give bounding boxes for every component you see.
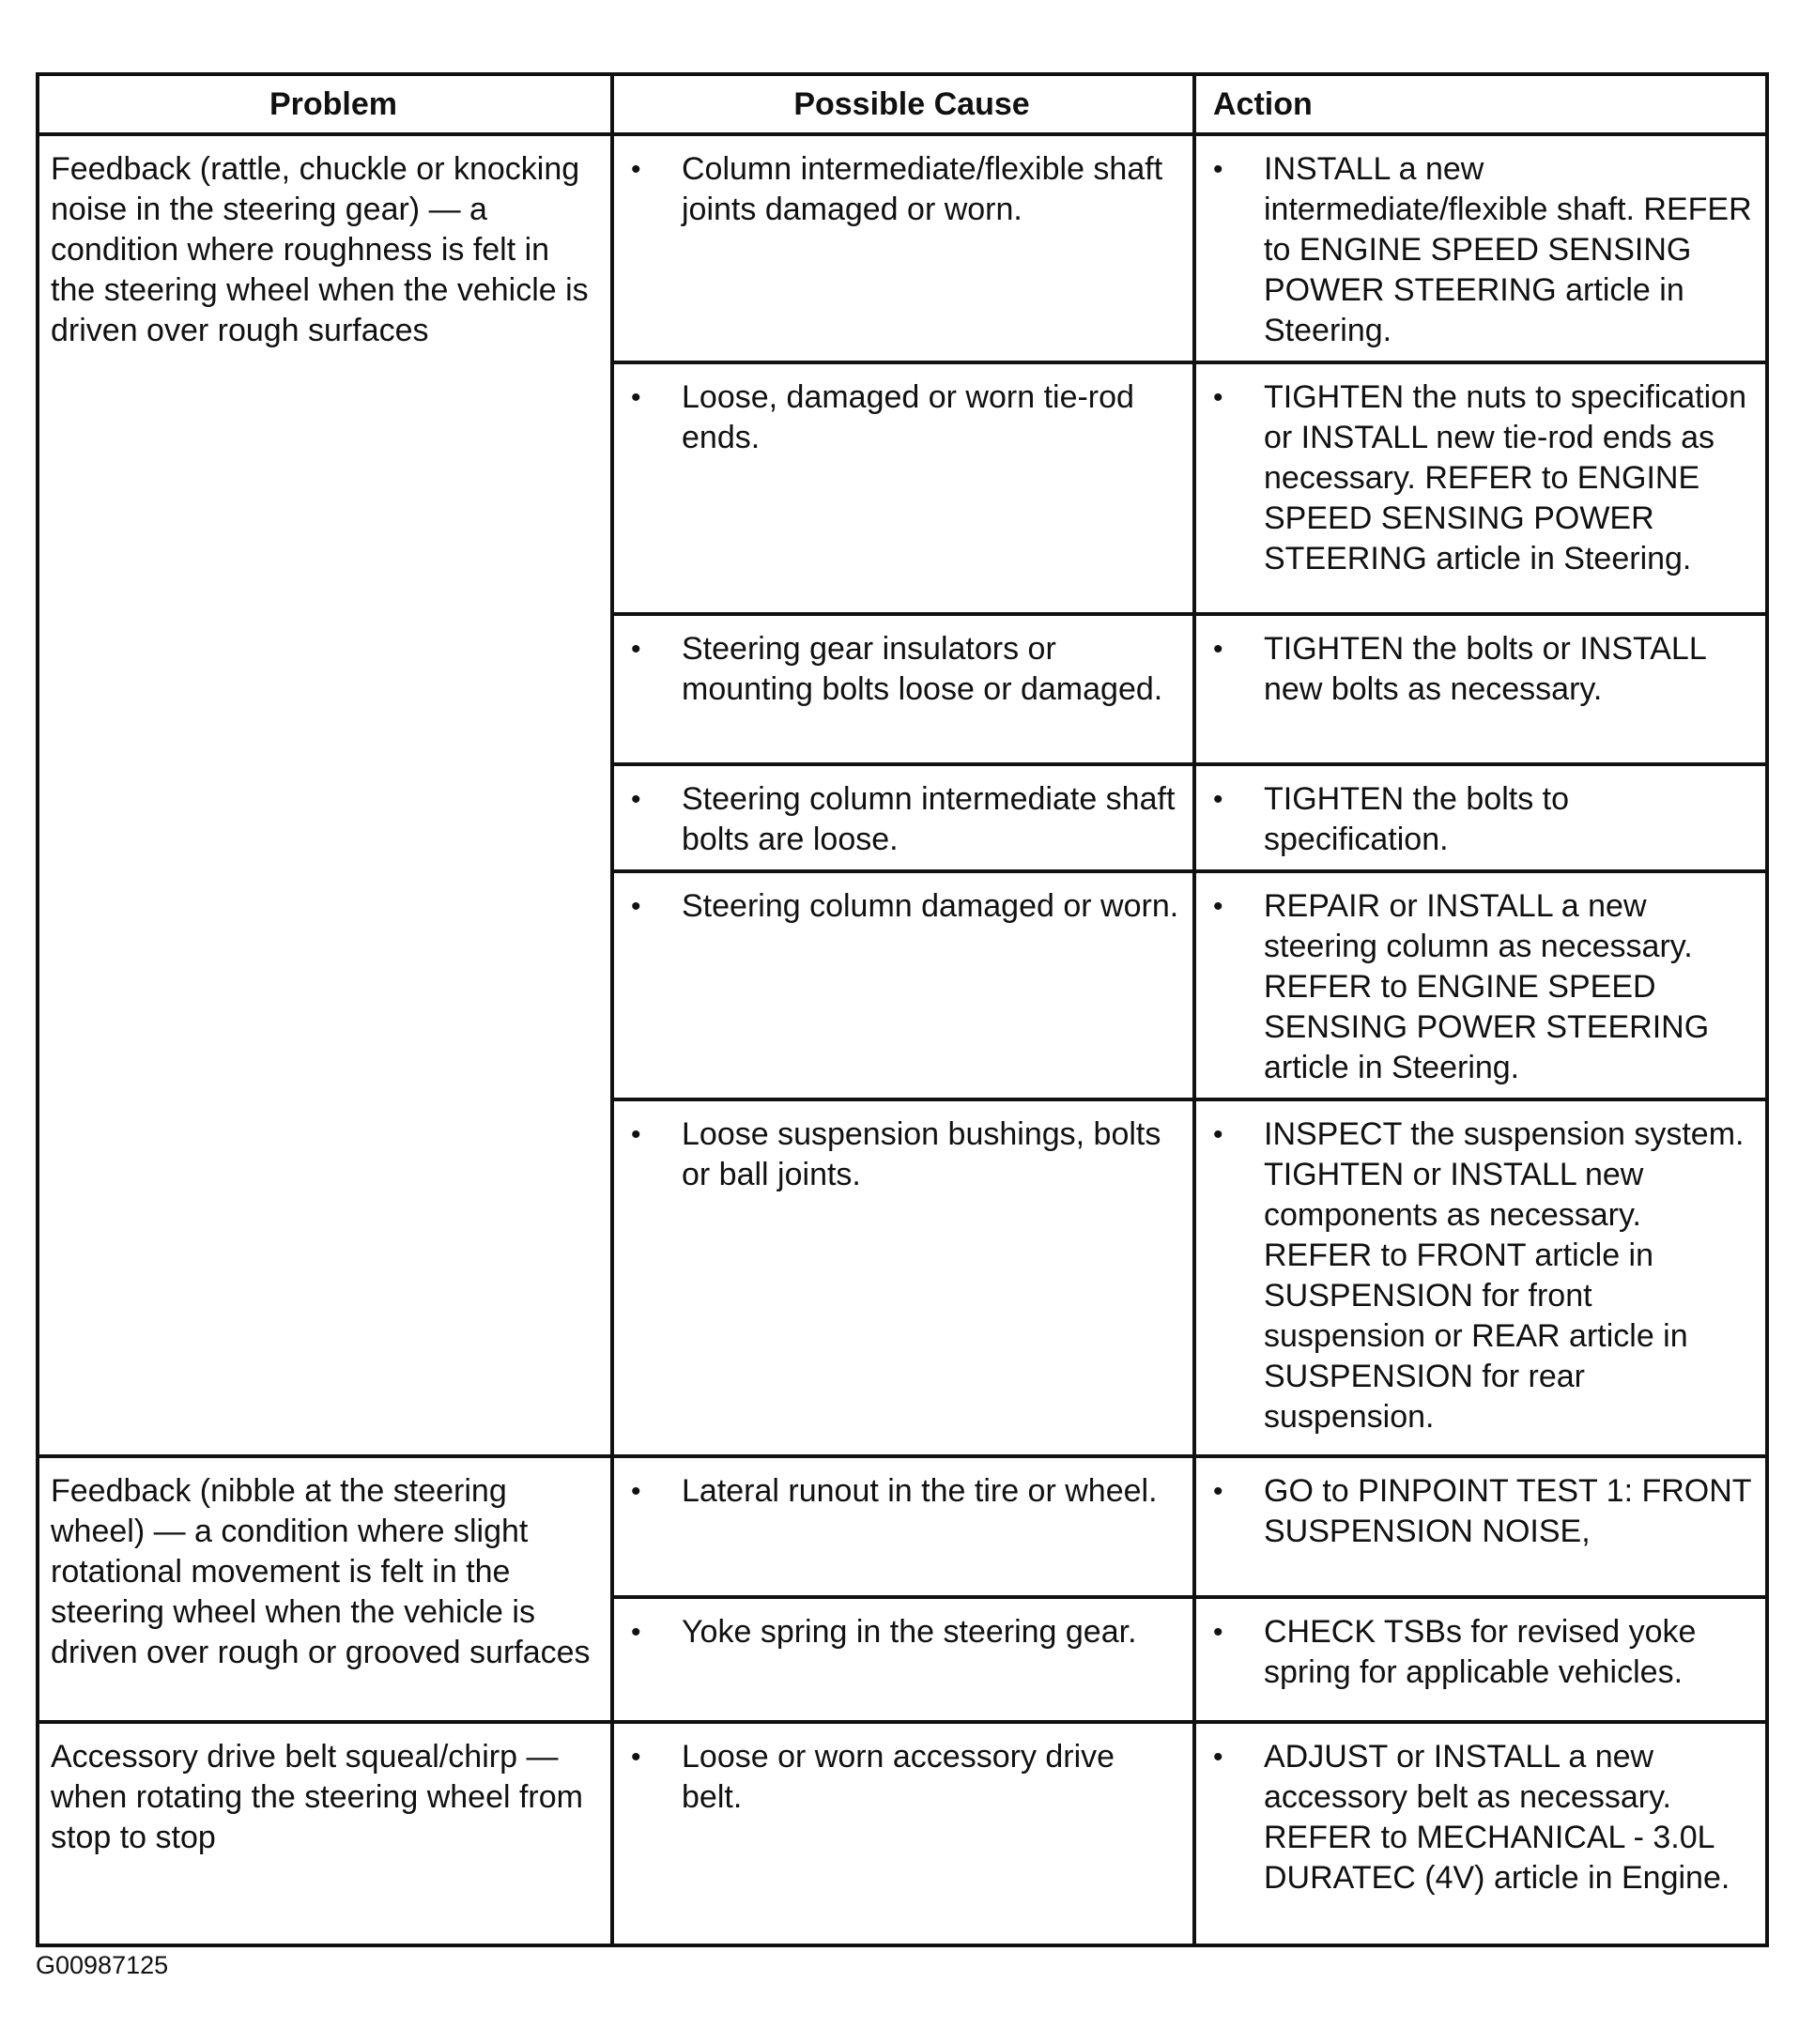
cause-cell [612, 764, 1194, 871]
action-cell [1194, 871, 1767, 1099]
bullet-icon: • [631, 1119, 641, 1150]
cause-cell [612, 614, 1194, 764]
header-problem: Problem [38, 74, 612, 134]
cause-cell [612, 871, 1194, 1099]
action-cell [1194, 614, 1767, 764]
bullet-icon: • [631, 1742, 641, 1773]
table-row [38, 1456, 1767, 1597]
table-row [38, 1722, 1767, 1945]
cause-cell [612, 1722, 1194, 1945]
bullet-icon: • [1213, 1617, 1223, 1648]
cause-text: Steering gear insulators or mounting bolts loose or damaged. [682, 631, 1163, 707]
cause-text: Steering column damaged or worn. [682, 888, 1179, 924]
cause-cell [612, 1456, 1194, 1597]
bullet-icon: • [1213, 784, 1223, 815]
bullet-icon: • [1213, 634, 1223, 665]
bullet-icon: • [631, 634, 641, 665]
action-text: REPAIR or INSTALL a new steering column as necessary. REFER to ENGINE SPEED SENSING POWER STEERING article in Steering. [1264, 888, 1710, 1085]
header-row [38, 74, 1767, 134]
table-row [38, 134, 1767, 362]
bullet-icon: • [631, 1617, 641, 1648]
cause-text: Lateral runout in the tire or wheel. [682, 1473, 1158, 1509]
bullet-icon: • [631, 1476, 641, 1507]
action-text: INSPECT the suspension system. TIGHTEN or INSTALL new components as necessary. REFER to FRONT article in SUSPENSION for front suspension or REAR article in SUSPENSION for rear suspension. [1264, 1116, 1745, 1435]
action-cell [1194, 764, 1767, 871]
cause-text: Loose suspension bushings, bolts or ball joints. [682, 1116, 1161, 1192]
diagnosis-table [36, 72, 1769, 1947]
action-cell [1194, 1099, 1767, 1456]
figure-id: G00987125 [36, 1951, 169, 1979]
cause-cell [612, 1099, 1194, 1456]
action-text: TIGHTEN the bolts or INSTALL new bolts as necessary. [1264, 631, 1706, 707]
bullet-icon: • [1213, 1476, 1223, 1507]
action-cell [1194, 1722, 1767, 1945]
cause-cell [612, 362, 1194, 614]
problem-cell: Accessory drive belt squeal/chirp — when rotating the steering wheel from stop to stop [38, 1722, 612, 1945]
bullet-icon: • [631, 891, 641, 922]
action-cell [1194, 362, 1767, 614]
cause-text: Yoke spring in the steering gear. [682, 1614, 1137, 1650]
action-text: CHECK TSBs for revised yoke spring for applicable vehicles. [1264, 1614, 1697, 1690]
cause-text: Loose, damaged or worn tie-rod ends. [682, 379, 1134, 455]
cause-cell [612, 134, 1194, 362]
problem-cell: Feedback (nibble at the steering wheel) — a condition where slight rotational movement is felt in the steering wheel when the vehicle is driven over rough or grooved surfaces [38, 1456, 612, 1722]
action-text: INSTALL a new intermediate/flexible shaft. REFER to ENGINE SPEED SENSING POWER STEERING article in Steering. [1264, 151, 1752, 348]
action-text: GO to PINPOINT TEST 1: FRONT SUSPENSION NOISE, [1264, 1473, 1751, 1549]
action-text: TIGHTEN the nuts to specification or INSTALL new tie-rod ends as necessary. REFER to ENGINE SPEED SENSING POWER STEERING article in Steering. [1264, 379, 1746, 576]
bullet-icon: • [1213, 154, 1223, 185]
cause-cell [612, 1597, 1194, 1722]
cause-text: Steering column intermediate shaft bolts are loose. [682, 781, 1176, 857]
bullet-icon: • [1213, 382, 1223, 413]
action-cell [1194, 1597, 1767, 1722]
header-possible-cause: Possible Cause [612, 74, 1194, 134]
action-cell [1194, 1456, 1767, 1597]
bullet-icon: • [631, 154, 641, 185]
action-text: TIGHTEN the bolts to specification. [1264, 781, 1569, 857]
bullet-icon: • [631, 382, 641, 413]
bullet-icon: • [1213, 1742, 1223, 1773]
action-text: ADJUST or INSTALL a new accessory belt as necessary. REFER to MECHANICAL - 3.0L DURATEC (4V) article in Engine. [1264, 1739, 1730, 1896]
bullet-icon: • [1213, 1119, 1223, 1150]
cause-text: Loose or worn accessory drive belt. [682, 1739, 1115, 1815]
problem-cell: Feedback (rattle, chuckle or knocking noise in the steering gear) — a condition where roughness is felt in the steering wheel when the vehicle is driven over rough surfaces [38, 134, 612, 1456]
bullet-icon: • [631, 784, 641, 815]
bullet-icon: • [1213, 891, 1223, 922]
cause-text: Column intermediate/flexible shaft joints damaged or worn. [682, 151, 1163, 227]
header-action: Action [1194, 74, 1767, 134]
action-cell [1194, 134, 1767, 362]
